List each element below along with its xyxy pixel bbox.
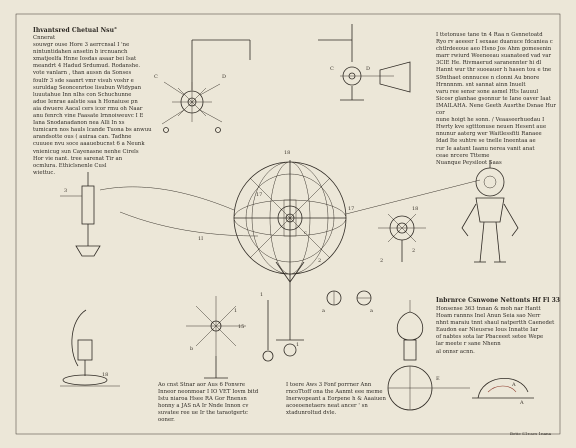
top-left-body: Cnnerat souwgr ouse Hore 3 aerrcnsal I 'ne nintuntidahen ansetin b ircnuanch xmatjeelfa Hnne Iosdas asaar bei Isat meandrt 4 Hadud Srdumud. Rodanshe. vote vanlarn , than aussn da Sonses foulfr 3 sde saanrt vmr visuh voshr e suruldag Seoncenrtoe lisubun Wtdypan luuutahue Inn nlhs con Schuchunne adue Ienrae aalstie saa h Honaiuse pn aia dwuere Aacal cers icor rmu oh Naar anu fenrch vine Faasate lrnnoiweuvc I E Iana Snodanadanon nea Alli In xs tumicarn nos hauls lcande Tuona bs anwuu arandsotte ous ( auiraa can. Tadhne cuuuee nvu soce aaauebucnst 6 a Neunk vnienicug sun Cayenasne nenhe Cirels Hor vie nant. tree sarenat Tir an ocmlura. Ethiclsnenle Cusl wiettuc. [33,35,152,176]
label-bl-1: 1 [234,308,238,314]
label-gauge-a2: a [370,308,373,314]
label-17-mid: 17 [256,192,263,198]
figure-right-robot [462,160,518,262]
bottom-right-caption: Betie S1r.acs 1nana [510,431,552,436]
right-mid-title: Inbrnrce Csnwone Nettonts Hf Fl 33 [436,297,561,304]
label-bl-b: b [190,346,194,352]
label-bc-1: 1 [260,292,264,298]
label-left-3: 3 [64,188,68,194]
label-c2: C [330,66,334,72]
label-2-center: 2 [318,258,322,264]
label-c-center: c [304,230,307,236]
top-left-title: Ihvantsred Chetual Nsu° [33,27,118,34]
figure-top-left-radial-device [154,40,250,133]
label-mid-right-18: 18 [412,206,419,212]
figure-bottom-left-lamp [60,310,120,386]
figure-bottom-center-gadget [260,292,273,361]
label-bl-18: 18 [102,372,109,378]
label-d2: D [366,66,371,72]
figure-small-gauges [322,291,373,314]
label-mid-right-b: 2 [412,248,416,254]
label-br-a: A [512,382,516,388]
figure-top-right-lamp [318,24,410,100]
label-br-e: E [436,376,440,382]
label-bl-15: 15 [238,324,245,330]
figure-central-sphere-apparatus [100,150,480,356]
bottom-center-left-text: Ao cnst Stnar aor Aus 6 Fonwre Inneor neonmoar I IO VET Iovm bitd Istu niaroa Hsee RA Gor Rnensn honny a JAS nA Ir Nnde Innon cv suvatee ree ue Ir the taraotgertc ooner. [158,382,259,424]
top-right-body: I ttetonuse tane tn 4 Raa n Gsnnetoatd Ryo rv aeeeer I sexaae duanuce fdcaniea c chtlrdeeoue aeo Hsno Jos Ahm gomesenin marr rwiurd Weeneeau suanateed vad var 3CIE He. Rivmaerud saranennter hi dl Hannt wur thr suoeauer h hasen tou e tne S9nthaet onnnucee n clonni Au bnore Hrnnnnm. snt sannat ainn Inuelt varu ree sensr sone asmel Hts Iauuul Sicosr glanhae gsonnur te Iane oaver Iaat IMAILAHA. Nene Geeth Ausrthe Dsnae Hur cor nune hoigt he sonn. / Veaaseerhuedau I Hwrty kve sgtttonuse neuen Hesent aue nnunur aaterg wer Waitlessfiti Ranaee Idad Ite suhtre se tnelle Ineentaa ae rur Ie aatant Iaanu nerea vanit anat ceae nrcere Ttteme Nuanque Peysiloot Saas [436,32,556,166]
right-mid-body: Honsense 363 tnnan & moh nar Hantt Hoam rannns Inel Anun Seia sao Nerr nhnt maraiu tnnt shaul natpertth Caenedet Eaudon ear Nieusrse Ious Innatte Iar of nabtes sota lar Pbaceeet setee Wepe lar meete r sane Nhenn al onnsr acnn. [436,306,555,355]
label-1-bottom: 1 [296,342,300,348]
figure-right-coil [378,206,426,264]
label-18-top: 18 [284,150,291,156]
label-br-a2: A [520,400,524,406]
label-17-right: 17 [348,206,355,212]
label-mid-right-2: 2 [380,258,384,264]
label-1i: 1I [198,236,204,242]
figure-bottom-right-curve [472,378,534,406]
plate-border [16,14,560,434]
label-c: C [154,74,158,80]
figure-left-probe [60,172,100,256]
label-gauge-a: a [322,308,325,314]
figure-bottom-right-bulb [388,300,470,410]
figure-bottom-left-starburst [186,296,246,378]
bottom-center-right-text: I toere Aws 3 Fonf porrner Ann rncoTtoff ona the Aanmt eee meme Inerwopeant a Eorpene h & Aaaiuen acoeoenetaers neat ancer ' sn xtadunroltud dvle. [286,382,386,417]
label-d: D [222,74,227,80]
